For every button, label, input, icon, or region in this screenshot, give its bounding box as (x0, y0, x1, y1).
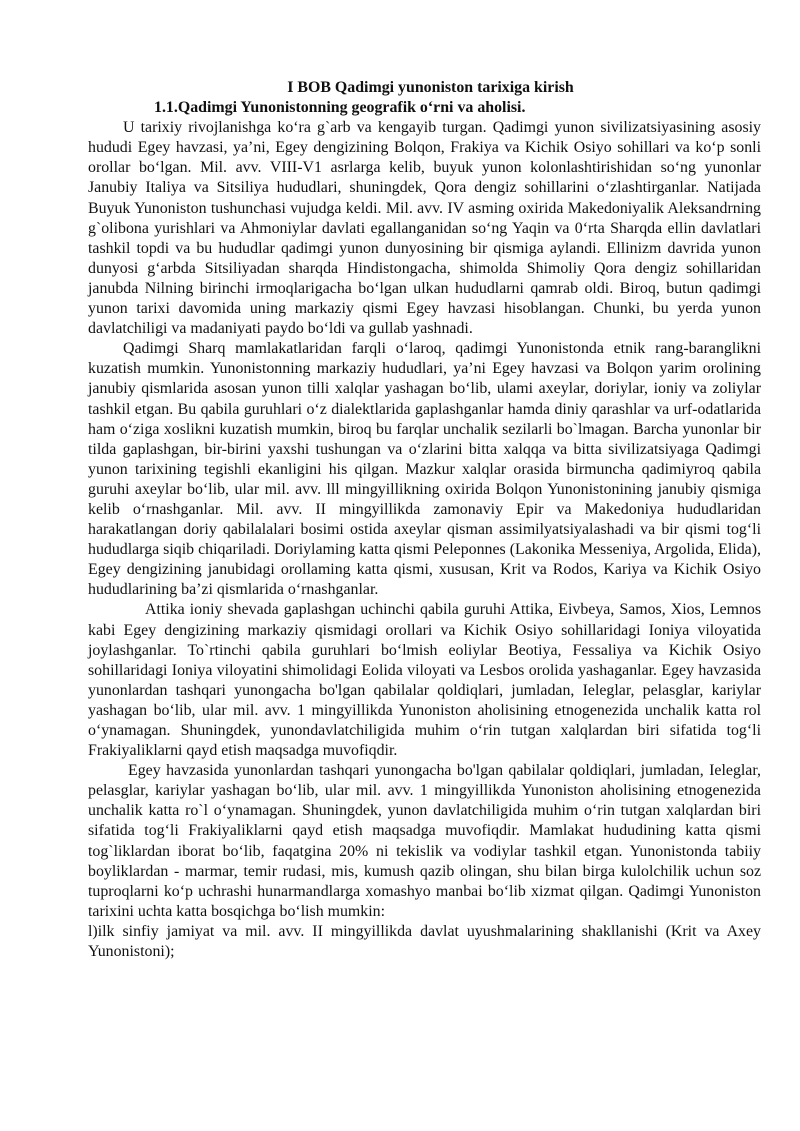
section-title: 1.1.Qadimgi Yunonistonning geografik o‘rni va aholisi. (154, 99, 526, 117)
document-body (88, 78, 761, 962)
paragraph-geography: U tarixiy rivojlanishga ko‘ra g`arb va kengayib turgan. Qadimgi yunon sivilizatsiyasining asosiy hududi Egey havzasi, ya’ni, Egey dengizining Bolqon, Frakiya va Kichik Osiyo sohillari va ko‘p sonli orollar bo‘lgan. Mil. avv. VIII-V1 asrlarga kelib, buyuk yunon kolonlashtirishidan so‘ng yunonlar Janubiy Italiya va Sitsiliya hududlari, shuningdek, Qora dengiz sohillarini o‘zlashtirganlar. Natijada Buyuk Yunoniston tushunchasi vujudga keldi. Mil. avv. IV asming oxirida Makedoniyalik Aleksandrning g`olibona yurishlari va Ahmoniylar davlati egallanganidan so‘ng Yaqin va 0‘rta Sharqda ellin davlatlari tashkil topdi va bu hududlar qadimgi yunon dunyosining bir qismiga aylandi. Ellinizm davrida yunon dunyosi g‘arbda Sitsiliyadan sharqda Hindistongacha, shimolda Shimoliy Qora dengiz sohillaridan janubda Nilning birinchi irmoqlarigacha bo‘lgan ulkan hududlarni qamrab oldi. Biroq, butun qadimgi yunon tarixi davomida uning markaziy qismi Egey havzasi hisoblangan. Chunki, bu yerda yunon davlatchiligi va madaniyati paydo bo‘ldi va gullab yashnadi. (88, 119, 761, 338)
list-item-stage-1: l)ilk sinfiy jamiyat va mil. avv. II mingyillikda davlat uyushmalarining shakllanishi (Krit va Axey Yunonistoni); (88, 922, 761, 961)
paragraph-ethnic-diversity: Qadimgi Sharq mamlakatlaridan farqli o‘laroq, qadimgi Yunonistonda etnik rang-baranglikni kuzatish mumkin. Yunonistonning markaziy hududlari, ya’ni Egey havzasi va Bolqon yarim orolining janubiy qismlarida asosan yunon tilli xalqlar yashagan bo‘lib, ulami axeylar, doriylar, ioniy va zoliylar tashkil etgan. Bu qabila guruhlari o‘z dialektlarida gaplashganlar hamda diniy qarashlar va urf-odatlarida ham o‘ziga xoslikni kuzatish mumkin, biroq bu farqlar unchalik sezilarli bo`lmagan. Barcha yunonlar bir tilda gaplashgan, bir-birini yaxshi tushungan va o‘zlarini bitta xalqqa va bitta sivilizatsiyaga Qadimgi yunon tarixining tegishli ekanligini his qilgan. Mazkur xalqlar orasida birmuncha qadimiyroq qabila guruhi axeylar bo‘lib, ular mil. avv. lll mingyillikning oxirida Bolqon Yunonistonining janubiy qismiga kelib o‘rnashganlar. Mil. avv. II mingyillikda zamonaviy Epir va Makedoniya hududlaridan harakatlangan doriy qabilalalari bosimi ostida axeylar qisman assimilyatsiyalashadi va bir qismi tog‘li hududlarga siqib chiqariladi. Doriylaming katta qismi Peleponnes (Lakonika Messeniya, Argolida, Elida), Egey dengizining janubidagi orollaming katta qismi, xususan, Krit va Rodos, Kariya va Kichik Osiyo hududlarining ba’zi qismlarida o‘rnashganlar. (88, 340, 761, 599)
paragraph-ionian-tribes: Attika ioniy shevada gaplashgan uchinchi qabila guruhi Attika, Eivbeya, Samos, Xios, Lemnos kabi Egey dengizining markaziy qismidagi orollari va Kichik Osiyo sohillaridagi Ioniya viloyatida joylashganlar. To`rtinchi qabila guruhlari bo‘lmish eoliylar Beotiya, Fessaliya va Kichik Osiyo sohillaridagi Ioniya viloyatini shimolidagi Eolida viloyati va Lesbos orolida yashaganlar. Egey havzasida yunonlardan tashqari yunongacha bo'lgan qabilalar qoldiqlari, jumladan, Ieleglar, pelasglar, kariylar yashagan bo‘lib, ular mil. avv. 1 mingyillikda Yunoniston aholisining etnogenezida unchalik katta rol o‘ynamagan. Shuningdek, yunondavlatchiligida muhim o‘rin tutgan xalqlardan biri sifatida tog‘li Frakiyaliklarni qayd etish maqsadga muvofiqdir. (88, 601, 761, 760)
chapter-title: I BOB Qadimgi yunoniston tarixiga kirish (287, 79, 574, 96)
paragraph-natural-resources: Egey havzasida yunonlardan tashqari yunongacha bo'lgan qabilalar qoldiqlari, jumladan, Ieleglar, pelasglar, kariylar yashagan bo‘lib, ular mil. avv. 1 mingyillikda Yunoniston aholisining etnogenezida unchalik katta ro`l o‘ynamagan. Shuningdek, yunon davlatchiligida muhim o‘rin tutgan xalqlardan biri sifatida tog‘li Frakiyaliklarni qayd etish maqsadga muvofiqdir. Mamlakat hududining katta qismi tog`liklardan iborat bo‘lib, faqatgina 20% ni tekislik va vodiylar tashkil etgan. Yunonistonda tabiiy boyliklardan - marmar, temir rudasi, mis, kumush qazib olingan, shu bilan birga kulolchilik uchun soz tuproqlarni ko‘p uchrashi hunarmandlarga xomashyo manbai bo‘lib xizmat qilgan. Qadimgi Yunoniston tarixini uchta katta bosqichga bo‘lish mumkin: (88, 762, 761, 920)
